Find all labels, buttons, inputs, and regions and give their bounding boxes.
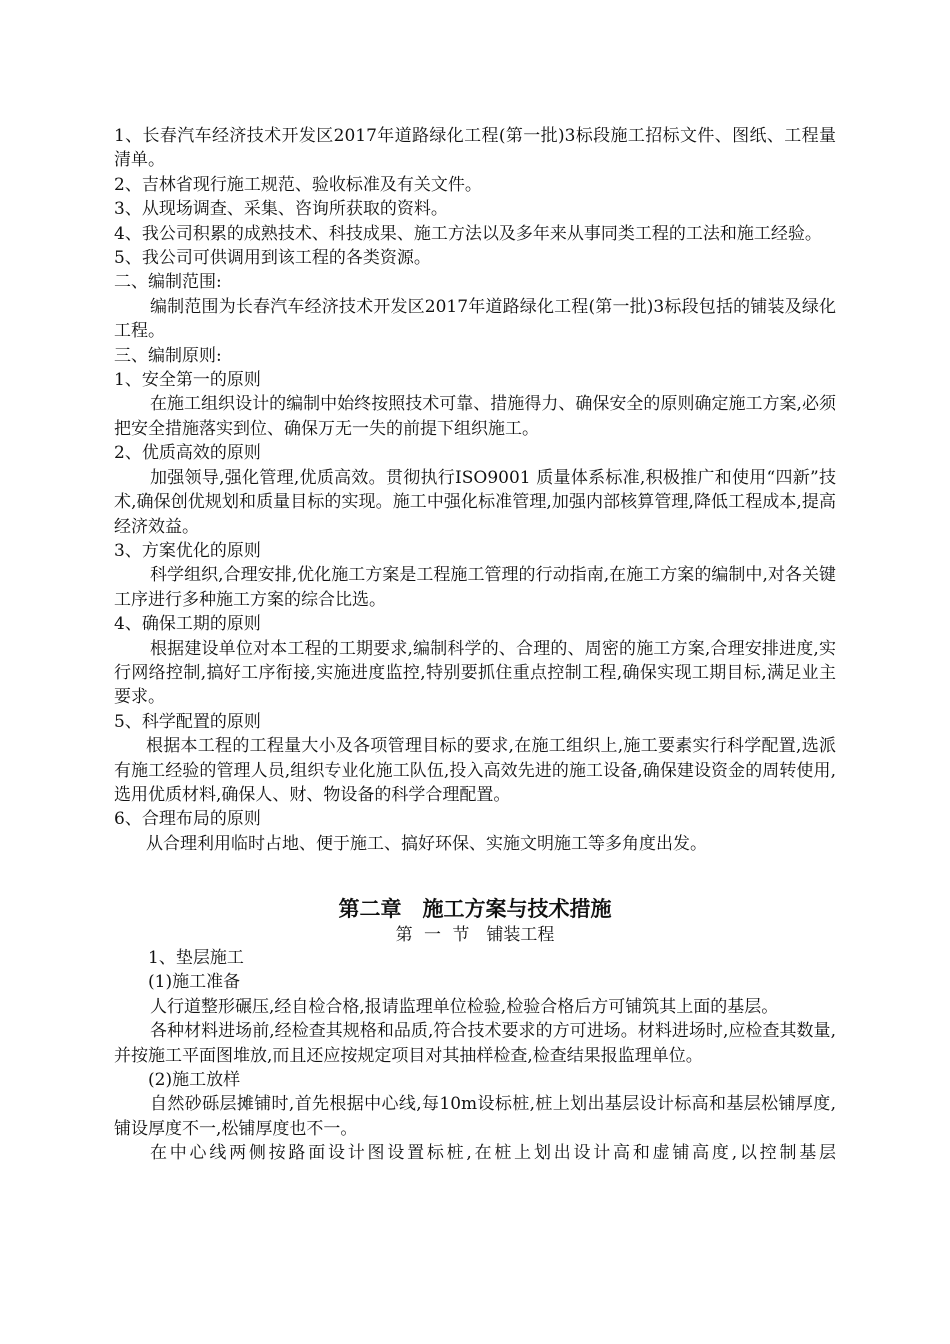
chapter-title: 第二章 施工方案与技术措施 xyxy=(338,897,612,921)
principle-heading-4: 4、确保工期的原则 xyxy=(114,614,261,635)
principle-heading-6: 6、合理布局的原则 xyxy=(114,809,261,830)
principle-text-3: 科学组织,合理安排,优化施工方案是工程施工管理的行动指南,在施工方案的编制中,对各关键工序进行多种施工方案的综合比选。 xyxy=(114,565,836,610)
paragraph-preparation-2: 各种材料进场前,经检查其规格和品质,符合技术要求的方可进场。材料进场时,应检查其数量,并按施工平面图堆放,而且还应按规定项目对其抽样检查,检查结果报监理单位。 xyxy=(114,1021,836,1066)
principle-text-2: 加强领导,强化管理,优质高效。贯彻执行ISO9001 质量体系标准,积极推广和使用“四新”技术,确保创优规划和质量目标的实现。施工中强化标准管理,加强内部核算管理,降低工程成本,提高经济效益。 xyxy=(114,467,836,537)
step-heading-layout: (2)施工放样 xyxy=(148,1070,241,1091)
paragraph-basis-4: 4、我公司积累的成熟技术、科技成果、施工方法以及多年来从事同类工程的工法和施工经验。 xyxy=(114,223,822,244)
principle-text-4: 根据建设单位对本工程的工期要求,编制科学的、合理的、周密的施工方案,合理安排进度,实行网络控制,搞好工序衔接,实施进度监控,特别要抓住重点控制工程,确保实现工期目标,满足业主要求。 xyxy=(114,638,836,708)
section-title: 第 一 节 铺装工程 xyxy=(395,925,555,945)
chapter-header xyxy=(114,896,836,947)
principle-text-6: 从合理利用临时占地、便于施工、搞好环保、实施文明施工等多角度出发。 xyxy=(146,833,707,854)
heading-scope: 二、编制范围: xyxy=(114,272,222,293)
paragraph-layout-2: 在中心线两侧按路面设计图设置标桩,在桩上划出设计高和虚铺高度,以控制基层 xyxy=(150,1143,836,1164)
paragraph-basis-1: 1、长春汽车经济技术开发区2017年道路绿化工程(第一批)3标段施工招标文件、图纸、工程量清单。 xyxy=(114,126,836,171)
lower-text-block xyxy=(114,946,836,1166)
paragraph-preparation-1: 人行道整形碾压,经自检合格,报请监理单位检验,检验合格后方可铺筑其上面的基层。 xyxy=(150,996,779,1017)
principle-text-1: 在施工组织设计的编制中始终按照技术可靠、措施得力、确保安全的原则确定施工方案,必须把安全措施落实到位、确保万无一失的前提下组织施工。 xyxy=(114,394,836,439)
principle-heading-2: 2、优质高效的原则 xyxy=(114,443,261,464)
paragraph-scope: 编制范围为长春汽车经济技术开发区2017年道路绿化工程(第一批)3标段包括的铺装及绿化工程。 xyxy=(114,296,836,342)
principle-heading-1: 1、安全第一的原则 xyxy=(114,370,261,391)
upper-text-block xyxy=(114,124,836,856)
subsection-heading-cushion: 1、垫层施工 xyxy=(148,948,244,968)
heading-principles: 三、编制原则: xyxy=(114,345,222,366)
principle-heading-5: 5、科学配置的原则 xyxy=(114,711,261,732)
principle-heading-3: 3、方案优化的原则 xyxy=(114,540,261,561)
paragraph-basis-3: 3、从现场调查、采集、咨询所获取的资料。 xyxy=(114,199,448,220)
step-heading-preparation: (1)施工准备 xyxy=(148,972,241,993)
principle-text-5: 根据本工程的工程量大小及各项管理目标的要求,在施工组织上,施工要素实行科学配置,选派有施工经验的管理人员,组织专业化施工队伍,投入高效先进的施工设备,确保建设资金的周转使用,选用优质材料,确保人、财、物设备的科学合理配置。 xyxy=(114,736,836,805)
paragraph-layout-1: 自然砂砾层摊铺时,首先根据中心线,每10m设标桩,桩上划出基层设计标高和基层松铺厚度,铺设厚度不一,松铺厚度也不一。 xyxy=(114,1094,836,1139)
paragraph-basis-2: 2、吉林省现行施工规范、验收标准及有关文件。 xyxy=(114,174,482,195)
paragraph-basis-5: 5、我公司可供调用到该工程的各类资源。 xyxy=(114,248,431,269)
